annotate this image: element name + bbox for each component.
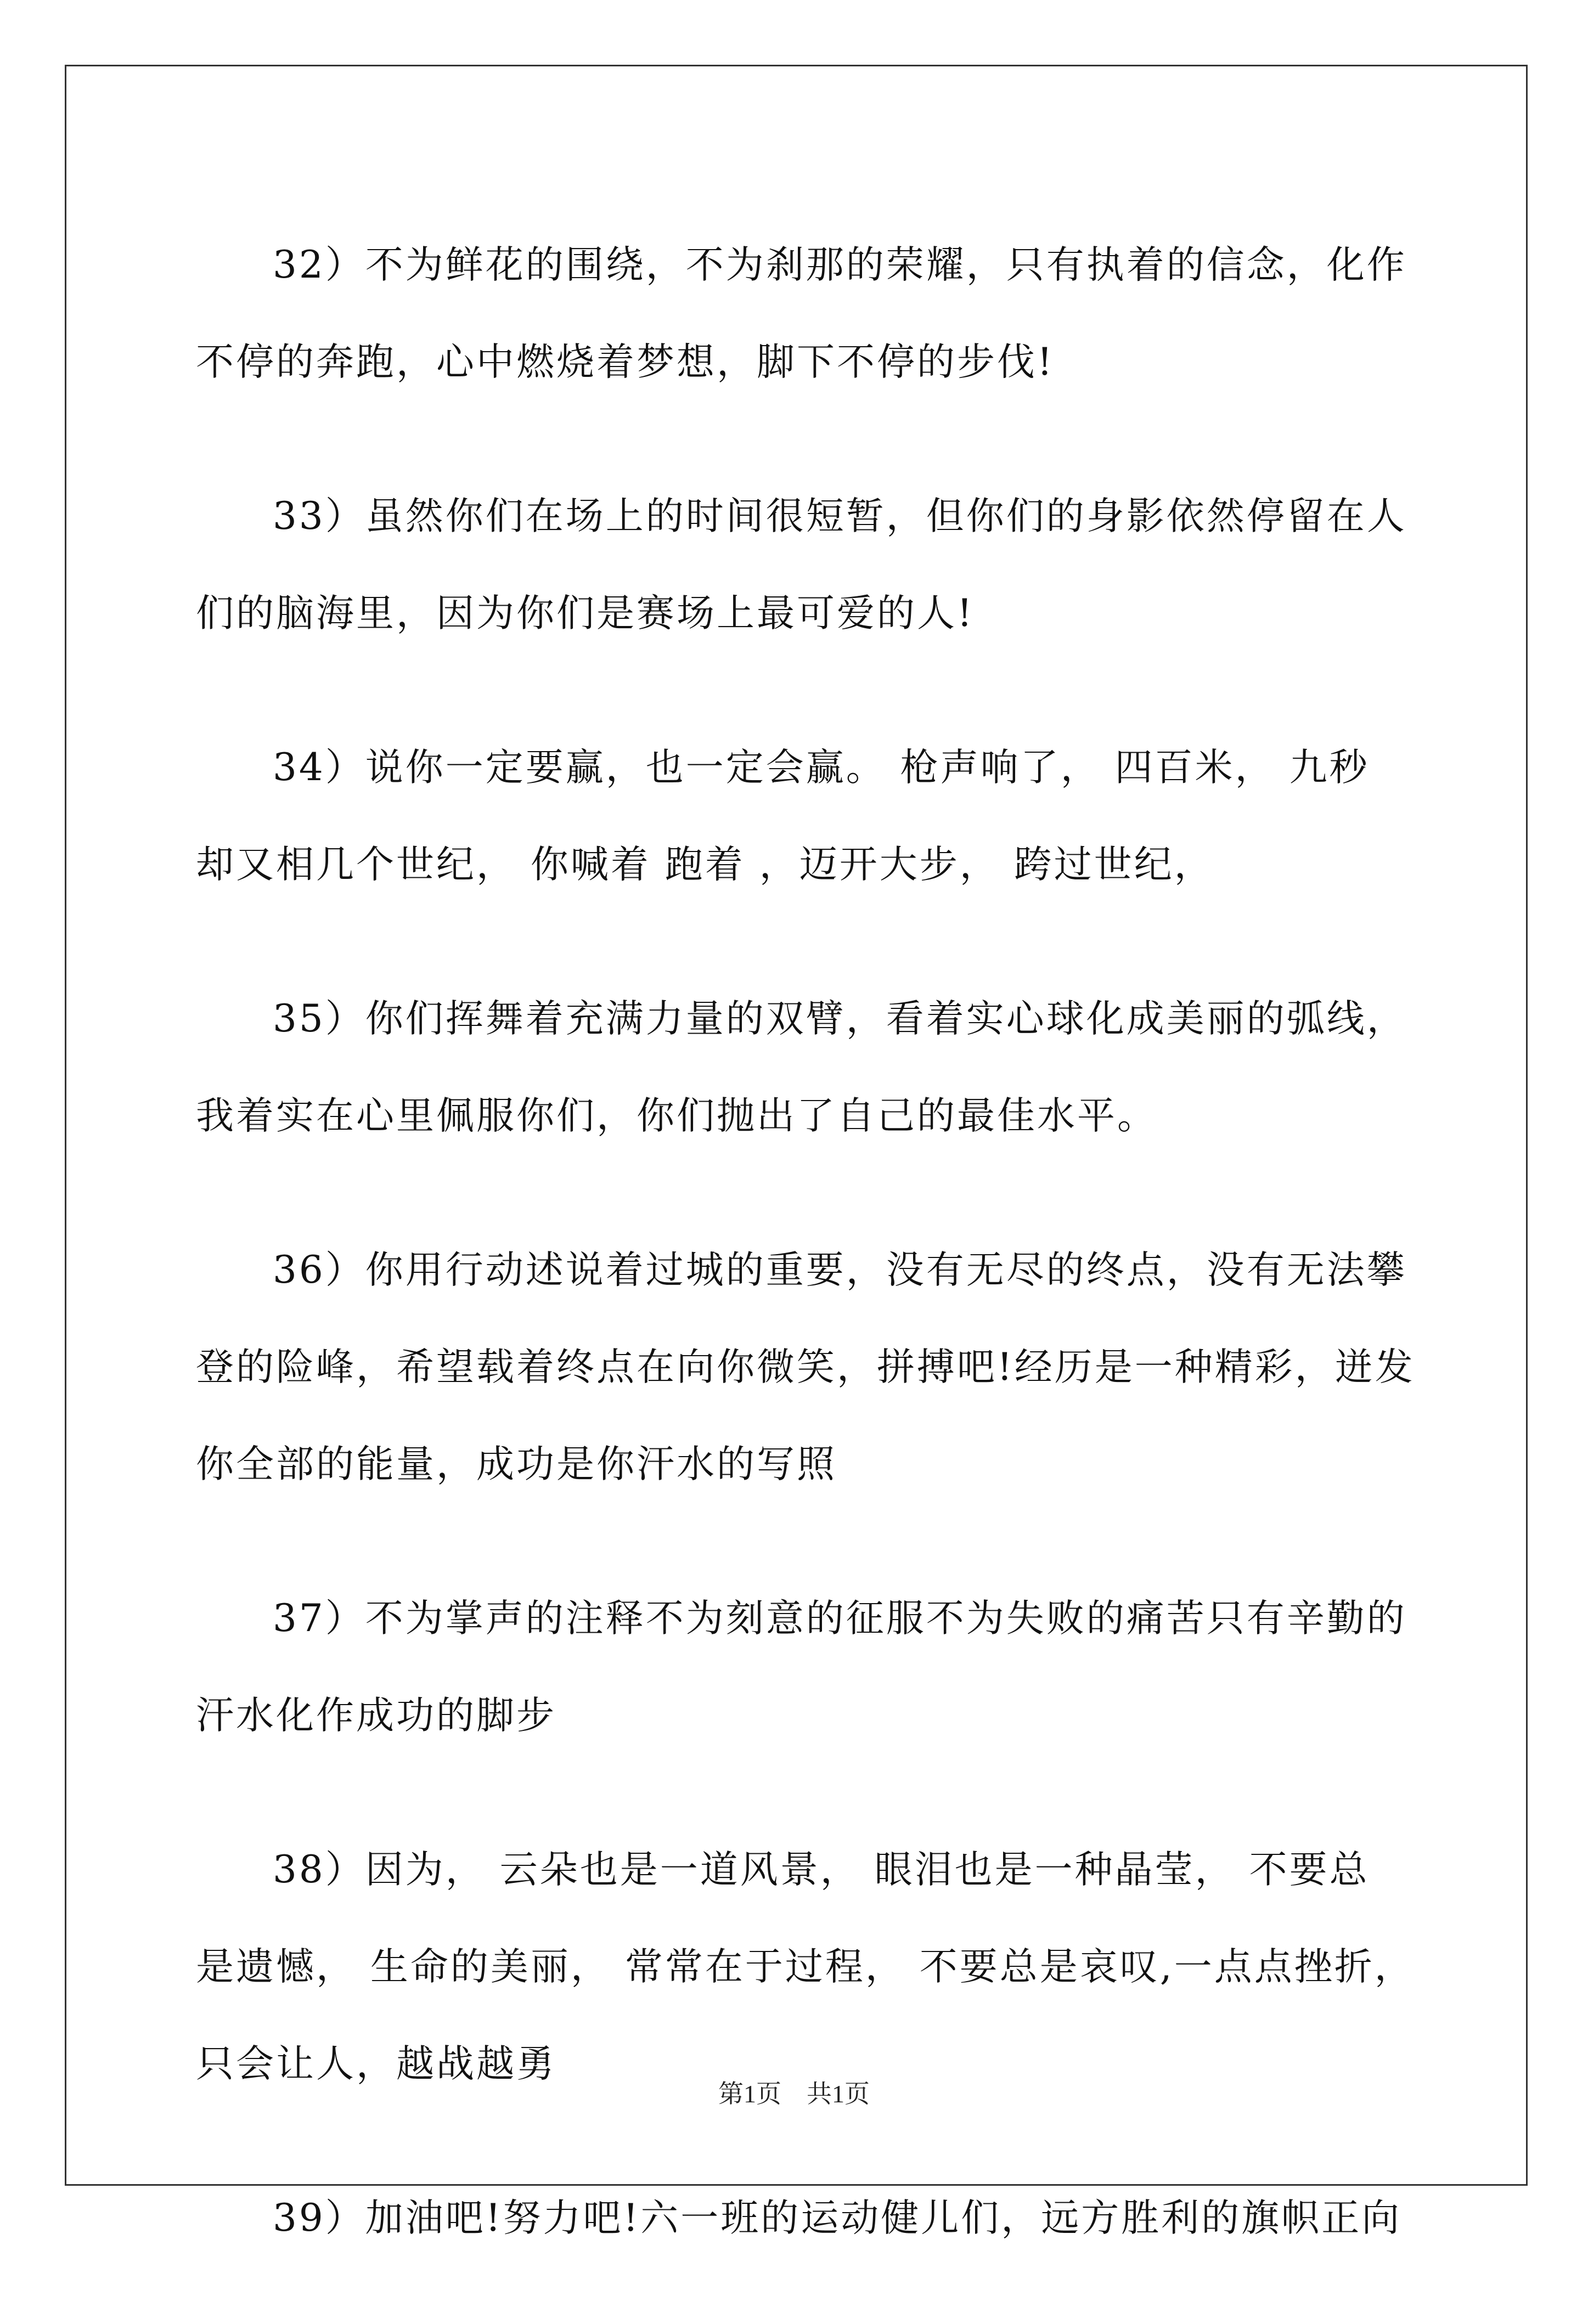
document-body	[196, 217, 1415, 2324]
paragraph-32	[196, 217, 1407, 411]
paragraph-line: 却又相几个世纪， 你喊着 跑着 ，迈开大步， 跨过世纪，	[196, 843, 1214, 887]
paragraph-39	[196, 2170, 1403, 2267]
paragraph-line: 32）不为鲜花的围绕，不为刹那的荣耀，只有执着的信念，化作	[273, 243, 1407, 287]
page-total: 共1页	[807, 2080, 870, 2108]
page-footer	[0, 2074, 1588, 2110]
paragraph-38	[196, 1821, 1415, 2113]
paragraph-line: 34）说你一定要赢，也一定会赢。 枪声响了， 四百米， 九秒	[273, 746, 1370, 789]
paragraph-35	[196, 971, 1407, 1165]
paragraph-line: 35）你们挥舞着充满力量的双臂，看着实心球化成美丽的弧线，	[273, 997, 1407, 1041]
paragraph-line: 们的脑海里，因为你们是赛场上最可爱的人!	[196, 591, 975, 635]
paragraph-line: 33）虽然你们在场上的时间很短暂，但你们的身影依然停留在人	[273, 494, 1407, 538]
paragraph-line: 不停的奔跑，心中燃烧着梦想，脚下不停的步伐!	[196, 340, 1055, 384]
paragraph-36	[196, 1222, 1415, 1513]
paragraph-line: 汗水化作成功的脚步	[196, 1694, 556, 1738]
paragraph-33	[196, 468, 1407, 662]
paragraph-line: 只会让人，越战越勇	[196, 2042, 556, 2086]
paragraph-line: 38）因为， 云朵也是一道风景， 眼泪也是一种晶莹， 不要总	[273, 1848, 1370, 1892]
paragraph-37	[196, 1570, 1407, 1764]
paragraph-line: 你全部的能量，成功是你汗水的写照	[196, 1442, 837, 1486]
paragraph-line: 36）你用行动述说着过城的重要，没有无尽的终点，没有无法攀	[273, 1248, 1407, 1292]
paragraph-line: 37）不为掌声的注释不为刻意的征服不为失败的痛苦只有辛勤的	[273, 1597, 1407, 1640]
paragraph-34	[196, 719, 1403, 913]
paragraph-line: 是遗憾， 生命的美丽， 常常在于过程， 不要总是哀叹,一点点挫折，	[196, 1945, 1415, 1989]
page-number: 第1页	[718, 2080, 781, 2108]
paragraph-line: 39）加油吧!努力吧!六一班的运动健儿们，远方胜利的旗帜正向	[273, 2196, 1402, 2240]
paragraph-line: 登的险峰，希望载着终点在向你微笑，拼搏吧!经历是一种精彩，迸发	[196, 1345, 1415, 1389]
paragraph-line: 我着实在心里佩服你们，你们抛出了自己的最佳水平。	[196, 1094, 1157, 1138]
